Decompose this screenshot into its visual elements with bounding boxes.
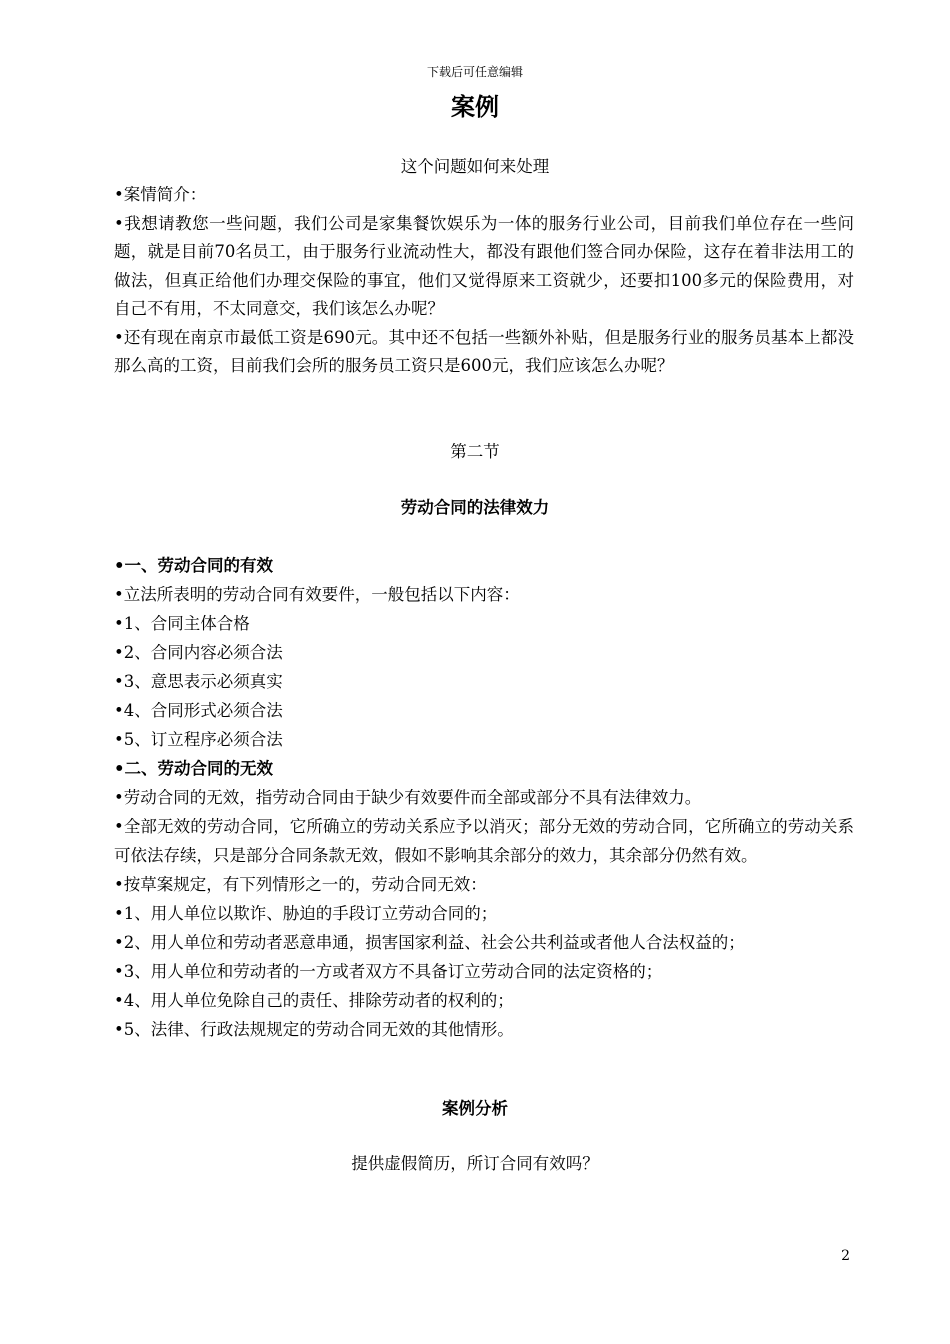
case-paragraph: •还有现在南京市最低工资是690元。其中还不包括一些额外补贴，但是服务行业的服务员基本上都没那么高的工资，目前我们会所的服务员工资只是600元，我们应该怎么办呢？ (114, 327, 854, 375)
list-item: •3、用人单位和劳动者的一方或者双方不具备订立劳动合同的法定资格的； (114, 962, 663, 981)
list-item: •2、合同内容必须合法 (114, 643, 283, 662)
content-list (114, 551, 854, 1044)
analysis-question: 提供虚假简历，所订合同有效吗？ (351, 1154, 599, 1173)
list-item: •3、意思表示必须真实 (114, 672, 283, 691)
section-title: 劳动合同的法律效力 (400, 498, 550, 517)
list-item: •一、劳动合同的有效 (114, 556, 274, 575)
list-item: •二、劳动合同的无效 (114, 759, 274, 778)
page-number: 2 (841, 1248, 850, 1264)
list-item: •1、合同主体合格 (114, 614, 250, 633)
case-subtitle: 这个问题如何来处理 (400, 157, 550, 176)
list-item: •1、用人单位以欺诈、胁迫的手段订立劳动合同的； (114, 904, 498, 923)
page-title: 案例 (451, 92, 499, 121)
list-item: •劳动合同的无效，指劳动合同由于缺少有效要件而全部或部分不具有法律效力。 (114, 788, 702, 807)
case-paragraph: •我想请教您一些问题，我们公司是家集餐饮娱乐为一体的服务行业公司，目前我们单位存在一些问题，就是目前70名员工，由于服务行业流动性大，都没有跟他们签合同办保险，这存在着非法用工的做法，但真正给他们办理交保险的事宜，他们又觉得原来工资就少，还要扣100多元的保险费用，对自己不有用，不太同意交，我们该怎么办呢？ (114, 213, 854, 318)
page-header: 下载后可任意编辑 (426, 65, 523, 79)
case-paragraph: •案情简介： (114, 185, 207, 204)
list-item: •4、合同形式必须合法 (114, 701, 283, 720)
list-item: •5、订立程序必须合法 (114, 730, 283, 749)
list-item: •4、用人单位免除自己的责任、排除劳动者的权利的； (114, 991, 514, 1010)
list-item: •全部无效的劳动合同，它所确立的劳动关系应予以消灭；部分无效的劳动合同，它所确立的劳动关系可依法存续，只是部分合同条款无效，假如不影响其余部分的效力，其余部分仍然有效。 (114, 817, 854, 865)
list-item: •5、法律、行政法规规定的劳动合同无效的其他情形。 (114, 1020, 514, 1039)
case-description (114, 181, 854, 381)
list-item: •按草案规定，有下列情形之一的，劳动合同无效： (114, 875, 487, 894)
list-item: •立法所表明的劳动合同有效要件，一般包括以下内容： (114, 585, 520, 604)
analysis-title: 案例分析 (442, 1099, 508, 1118)
section-label: 第二节 (450, 442, 500, 461)
list-item: •2、用人单位和劳动者恶意串通，损害国家利益、社会公共利益或者他人合法权益的； (114, 933, 745, 952)
